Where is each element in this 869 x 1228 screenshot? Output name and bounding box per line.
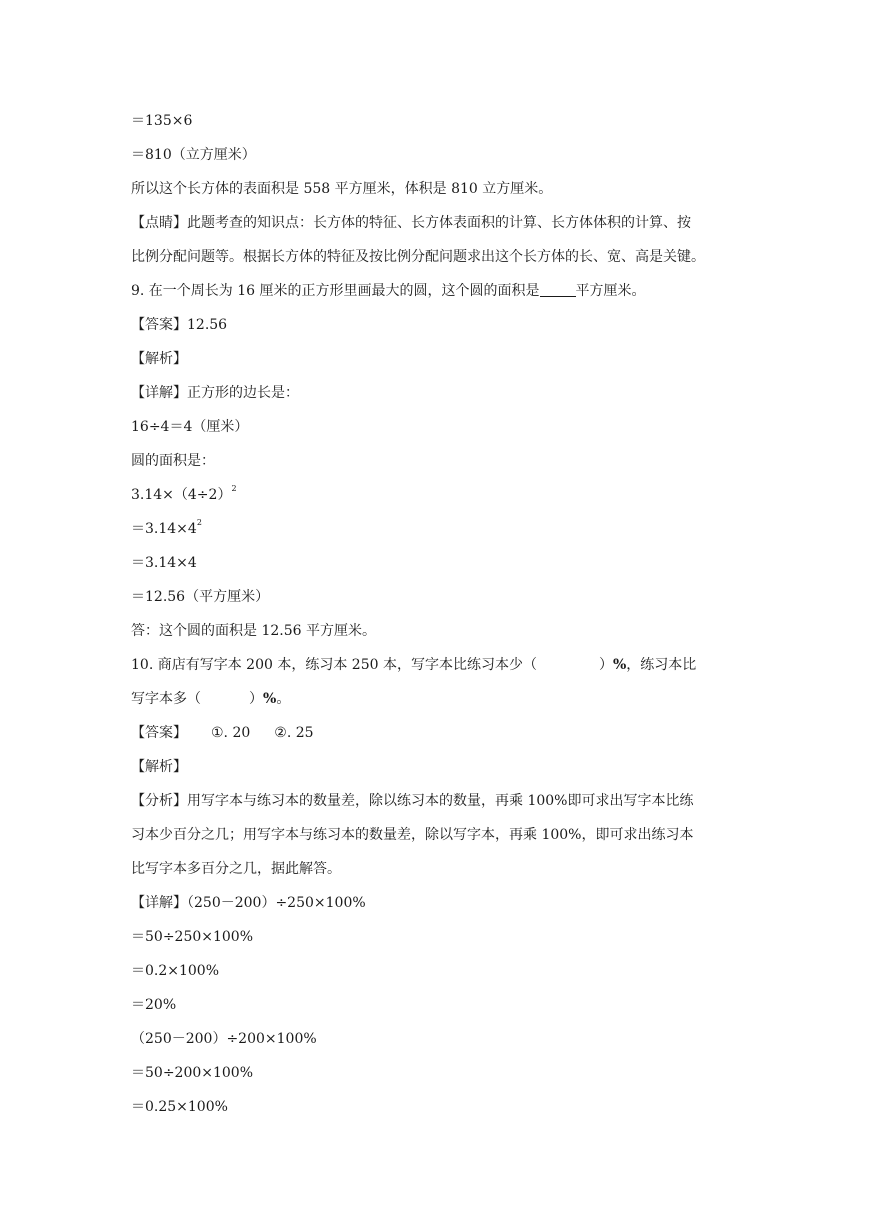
analysis-line: 习本少百分之几；用写字本与练习本的数量差，除以写字本，再乘 100%，即可求出练习本 <box>131 827 694 843</box>
text-line: 所以这个长方体的表面积是 558 平方厘米，体积是 810 立方厘米。 <box>131 181 553 197</box>
analysis-heading: 【解析】 <box>131 759 187 775</box>
calc-line: ＝50÷200×100% <box>131 1065 254 1081</box>
calc-text: 3.14×（4÷2） <box>131 487 232 503</box>
answer-line <box>131 723 314 743</box>
calc-line: ＝135×6 <box>131 113 193 129</box>
answer-2: ②. 25 <box>274 725 314 741</box>
answer-1: ①. 20 <box>211 725 251 741</box>
detail-line: 【详解】（250－200）÷250×100% <box>131 895 366 911</box>
question-text: 9. 在一个周长为 16 厘米的正方形里画最大的圆，这个圆的面积是 <box>131 283 540 299</box>
answer-line: 【答案】12.56 <box>131 317 228 333</box>
paren-close: ） <box>249 691 263 707</box>
exponent: 2 <box>196 518 202 527</box>
conclusion-line: 答：这个圆的面积是 12.56 平方厘米。 <box>131 623 376 639</box>
question-text: 。 <box>276 691 291 707</box>
calc-line: ＝810（立方厘米） <box>131 147 256 163</box>
analysis-line: 【分析】用写字本与练习本的数量差，除以练习本的数量，再乘 100%即可求出写字本比练 <box>131 793 694 809</box>
calc-line <box>131 519 202 539</box>
calc-line: （250－200）÷200×100% <box>131 1031 317 1047</box>
percent-sign: % <box>612 657 627 673</box>
calc-line: ＝0.2×100% <box>131 963 220 979</box>
exponent: 2 <box>231 484 237 493</box>
text-line: 圆的面积是： <box>131 453 215 469</box>
calc-line: ＝50÷250×100% <box>131 929 254 945</box>
calc-line: ＝12.56（平方厘米） <box>131 589 270 605</box>
paren-close: ） <box>598 657 613 673</box>
calc-line: ＝20% <box>131 997 177 1013</box>
question-text: ，练习本比 <box>626 657 697 673</box>
calc-line <box>131 485 237 505</box>
comment-line: 比例分配问题等。根据长方体的特征及按比例分配问题求出这个长方体的长、宽、高是关键。 <box>131 249 705 265</box>
answer-blank <box>540 282 576 297</box>
analysis-heading: 【解析】 <box>131 351 187 367</box>
question-text: 写字本多（ <box>131 691 201 707</box>
calc-text: ＝3.14×4 <box>131 521 197 537</box>
comment-line: 【点睛】此题考查的知识点：长方体的特征、长方体表面积的计算、长方体体积的计算、按 <box>131 215 691 231</box>
question-10-cont <box>131 689 290 709</box>
detail-line: 【详解】正方形的边长是： <box>131 385 299 401</box>
percent-sign: % <box>263 691 277 707</box>
question-10 <box>131 655 696 675</box>
answer-label: 【答案】 <box>131 725 187 741</box>
analysis-line: 比写字本多百分之几，据此解答。 <box>131 861 341 877</box>
calc-line: 16÷4＝4（厘米） <box>131 419 249 435</box>
question-text: 平方厘米。 <box>575 283 646 299</box>
calc-line: ＝3.14×4 <box>131 555 197 571</box>
question-text: 10. 商店有写字本 200 本，练习本 250 本，写字本比练习本少（ <box>131 657 537 673</box>
calc-line: ＝0.25×100% <box>131 1099 228 1115</box>
question-9 <box>131 281 646 301</box>
